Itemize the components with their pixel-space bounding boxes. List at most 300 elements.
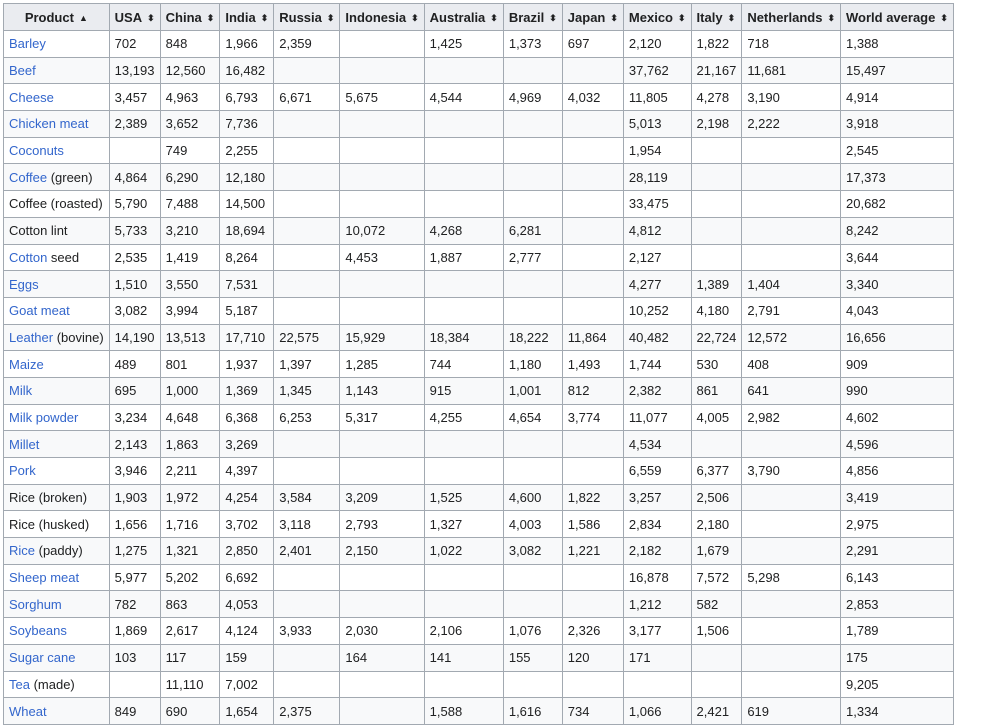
value-cell-netherlands <box>742 217 841 244</box>
value-cell-india: 7,531 <box>220 271 274 298</box>
value-cell-italy <box>691 644 742 671</box>
value-cell-italy: 2,198 <box>691 111 742 138</box>
value-cell-china: 2,617 <box>160 618 220 645</box>
value-cell-brazil <box>503 57 562 84</box>
value-cell-russia <box>274 297 340 324</box>
value-cell-russia <box>274 111 340 138</box>
column-header-indonesia[interactable] <box>340 4 424 31</box>
sort-both-icon[interactable]: ⬍ <box>326 12 335 23</box>
value-cell-china: 6,290 <box>160 164 220 191</box>
table-row <box>4 217 954 244</box>
value-cell-mexico: 2,127 <box>623 244 691 271</box>
product-link[interactable]: Chicken meat <box>9 116 89 132</box>
value-cell-italy <box>691 217 742 244</box>
sort-both-icon[interactable]: ⬍ <box>678 12 686 23</box>
sort-both-icon[interactable]: ⬍ <box>549 12 557 23</box>
value-cell-italy: 4,278 <box>691 84 742 111</box>
value-cell-australia: 4,544 <box>424 84 503 111</box>
value-cell-italy: 4,180 <box>691 297 742 324</box>
value-cell-netherlands: 2,982 <box>742 404 841 431</box>
table-row <box>4 137 954 164</box>
sort-both-icon[interactable]: ⬍ <box>940 12 948 23</box>
sort-both-icon[interactable]: ⬍ <box>147 12 155 23</box>
product-text: seed <box>47 249 80 265</box>
table-body <box>4 31 954 725</box>
water-footprint-table <box>3 3 954 725</box>
value-cell-russia: 1,397 <box>274 351 340 378</box>
value-cell-indonesia: 5,675 <box>340 84 424 111</box>
table-row <box>4 324 954 351</box>
value-cell-world-average: 4,856 <box>841 458 954 485</box>
table-row <box>4 644 954 671</box>
column-header-label: Brazil <box>508 9 545 25</box>
product-cell <box>4 84 110 111</box>
value-cell-usa: 103 <box>109 644 160 671</box>
value-cell-indonesia: 15,929 <box>340 324 424 351</box>
value-cell-italy: 2,421 <box>691 698 742 725</box>
value-cell-india: 6,692 <box>220 564 274 591</box>
column-header-label: Product <box>24 9 74 25</box>
value-cell-australia <box>424 137 503 164</box>
value-cell-italy: 1,389 <box>691 271 742 298</box>
value-cell-indonesia: 3,209 <box>340 484 424 511</box>
value-cell-indonesia <box>340 164 424 191</box>
sort-both-icon[interactable]: ⬍ <box>727 12 736 23</box>
value-cell-mexico: 1,212 <box>623 591 691 618</box>
value-cell-usa: 3,946 <box>109 458 160 485</box>
value-cell-brazil: 4,969 <box>503 84 562 111</box>
value-cell-brazil <box>503 164 562 191</box>
value-cell-india: 1,369 <box>220 377 274 404</box>
value-cell-china: 3,550 <box>160 271 220 298</box>
column-header-label: Indonesia <box>345 9 407 25</box>
value-cell-russia: 3,933 <box>274 618 340 645</box>
value-cell-indonesia <box>340 111 424 138</box>
product-cell <box>4 511 110 538</box>
product-cell <box>4 698 110 725</box>
value-cell-italy: 1,506 <box>691 618 742 645</box>
value-cell-russia <box>274 458 340 485</box>
value-cell-netherlands <box>742 137 841 164</box>
product-cell <box>4 271 110 298</box>
value-cell-mexico: 5,013 <box>623 111 691 138</box>
sort-both-icon[interactable]: ⬍ <box>206 12 215 23</box>
value-cell-italy: 530 <box>691 351 742 378</box>
value-cell-russia: 3,584 <box>274 484 340 511</box>
value-cell-world-average: 4,914 <box>841 84 954 111</box>
product-link[interactable]: Eggs <box>9 276 39 292</box>
value-cell-india: 12,180 <box>220 164 274 191</box>
value-cell-australia <box>424 297 503 324</box>
value-cell-usa: 13,193 <box>109 57 160 84</box>
value-cell-world-average: 8,242 <box>841 217 954 244</box>
column-header-italy[interactable] <box>691 4 742 31</box>
value-cell-indonesia: 5,317 <box>340 404 424 431</box>
product-cell <box>4 297 110 324</box>
value-cell-china: 690 <box>160 698 220 725</box>
value-cell-indonesia: 10,072 <box>340 217 424 244</box>
column-header-china[interactable] <box>160 4 220 31</box>
product-cell <box>4 111 110 138</box>
value-cell-japan: 2,326 <box>562 618 623 645</box>
value-cell-china: 1,863 <box>160 431 220 458</box>
value-cell-australia <box>424 591 503 618</box>
value-cell-mexico: 171 <box>623 644 691 671</box>
product-cell <box>4 591 110 618</box>
value-cell-netherlands: 1,404 <box>742 271 841 298</box>
value-cell-japan <box>562 671 623 698</box>
value-cell-netherlands <box>742 431 841 458</box>
value-cell-japan <box>562 458 623 485</box>
table-row <box>4 538 954 565</box>
value-cell-india: 14,500 <box>220 191 274 218</box>
value-cell-indonesia <box>340 564 424 591</box>
value-cell-mexico: 1,744 <box>623 351 691 378</box>
value-cell-mexico: 4,277 <box>623 271 691 298</box>
column-header-mexico[interactable] <box>623 4 691 31</box>
value-cell-india: 6,368 <box>220 404 274 431</box>
value-cell-australia: 915 <box>424 377 503 404</box>
table-row <box>4 564 954 591</box>
product-text: Rice (husked) <box>9 516 90 532</box>
table-row <box>4 84 954 111</box>
product-link[interactable]: Sorghum <box>9 596 62 612</box>
value-cell-mexico: 4,812 <box>623 217 691 244</box>
sort-both-icon[interactable]: ⬍ <box>610 12 618 23</box>
value-cell-world-average: 15,497 <box>841 57 954 84</box>
value-cell-brazil: 18,222 <box>503 324 562 351</box>
product-link[interactable]: Beef <box>9 63 36 79</box>
value-cell-indonesia: 2,030 <box>340 618 424 645</box>
product-link[interactable]: Milk powder <box>9 409 79 425</box>
value-cell-australia <box>424 271 503 298</box>
value-cell-brazil: 1,001 <box>503 377 562 404</box>
value-cell-russia: 2,401 <box>274 538 340 565</box>
product-link[interactable]: Wheat <box>9 703 47 719</box>
value-cell-china: 1,321 <box>160 538 220 565</box>
value-cell-india: 18,694 <box>220 217 274 244</box>
value-cell-india: 8,264 <box>220 244 274 271</box>
value-cell-brazil: 1,180 <box>503 351 562 378</box>
value-cell-netherlands: 619 <box>742 698 841 725</box>
value-cell-indonesia: 1,285 <box>340 351 424 378</box>
value-cell-usa <box>109 671 160 698</box>
value-cell-world-average: 2,975 <box>841 511 954 538</box>
product-link[interactable]: Sheep meat <box>9 570 80 586</box>
value-cell-usa: 2,143 <box>109 431 160 458</box>
value-cell-australia <box>424 458 503 485</box>
value-cell-italy: 582 <box>691 591 742 618</box>
value-cell-australia: 744 <box>424 351 503 378</box>
value-cell-japan: 812 <box>562 377 623 404</box>
value-cell-china: 2,211 <box>160 458 220 485</box>
product-cell <box>4 137 110 164</box>
value-cell-world-average: 3,419 <box>841 484 954 511</box>
value-cell-russia: 6,671 <box>274 84 340 111</box>
value-cell-russia <box>274 137 340 164</box>
sort-both-icon[interactable]: ⬍ <box>490 12 498 23</box>
value-cell-usa: 14,190 <box>109 324 160 351</box>
value-cell-japan <box>562 111 623 138</box>
value-cell-mexico: 3,177 <box>623 618 691 645</box>
table-row <box>4 57 954 84</box>
value-cell-india: 4,397 <box>220 458 274 485</box>
value-cell-usa: 2,389 <box>109 111 160 138</box>
value-cell-brazil <box>503 297 562 324</box>
value-cell-china: 3,652 <box>160 111 220 138</box>
value-cell-australia <box>424 671 503 698</box>
value-cell-japan <box>562 431 623 458</box>
value-cell-india: 159 <box>220 644 274 671</box>
column-header-netherlands[interactable] <box>742 4 841 31</box>
table-row <box>4 404 954 431</box>
value-cell-brazil <box>503 564 562 591</box>
product-cell <box>4 458 110 485</box>
sort-both-icon[interactable]: ⬍ <box>411 12 419 23</box>
value-cell-china: 3,210 <box>160 217 220 244</box>
table-row <box>4 458 954 485</box>
value-cell-india: 3,702 <box>220 511 274 538</box>
value-cell-japan <box>562 191 623 218</box>
value-cell-australia: 1,327 <box>424 511 503 538</box>
product-link[interactable]: Coffee <box>9 169 48 185</box>
value-cell-russia: 6,253 <box>274 404 340 431</box>
value-cell-japan <box>562 297 623 324</box>
column-header-label: China <box>165 9 202 25</box>
value-cell-russia <box>274 591 340 618</box>
product-link[interactable]: Rice <box>9 543 36 559</box>
value-cell-japan <box>562 271 623 298</box>
sort-ascending-icon[interactable]: ▲ <box>78 12 88 23</box>
value-cell-indonesia: 2,793 <box>340 511 424 538</box>
value-cell-russia <box>274 217 340 244</box>
value-cell-indonesia <box>340 671 424 698</box>
value-cell-indonesia <box>340 191 424 218</box>
value-cell-russia: 1,345 <box>274 377 340 404</box>
value-cell-world-average: 2,291 <box>841 538 954 565</box>
product-cell <box>4 351 110 378</box>
value-cell-italy: 4,005 <box>691 404 742 431</box>
product-text: (made) <box>29 676 75 692</box>
value-cell-world-average: 9,205 <box>841 671 954 698</box>
value-cell-indonesia <box>340 31 424 58</box>
value-cell-china: 848 <box>160 31 220 58</box>
product-link[interactable]: Pork <box>9 463 36 479</box>
product-text: Rice (broken) <box>9 490 88 506</box>
value-cell-mexico: 4,534 <box>623 431 691 458</box>
value-cell-indonesia: 1,143 <box>340 377 424 404</box>
value-cell-brazil: 155 <box>503 644 562 671</box>
table-row <box>4 271 954 298</box>
value-cell-china: 1,419 <box>160 244 220 271</box>
value-cell-italy: 6,377 <box>691 458 742 485</box>
value-cell-italy <box>691 431 742 458</box>
value-cell-india: 3,269 <box>220 431 274 458</box>
value-cell-italy <box>691 191 742 218</box>
product-link[interactable]: Leather <box>9 329 54 345</box>
value-cell-indonesia <box>340 458 424 485</box>
value-cell-usa: 489 <box>109 351 160 378</box>
value-cell-usa: 2,535 <box>109 244 160 271</box>
value-cell-india: 5,187 <box>220 297 274 324</box>
value-cell-world-average: 2,853 <box>841 591 954 618</box>
value-cell-brazil: 4,600 <box>503 484 562 511</box>
value-cell-china: 1,716 <box>160 511 220 538</box>
value-cell-netherlands <box>742 484 841 511</box>
value-cell-russia: 3,118 <box>274 511 340 538</box>
value-cell-australia: 4,268 <box>424 217 503 244</box>
value-cell-russia: 2,359 <box>274 31 340 58</box>
product-cell <box>4 404 110 431</box>
value-cell-usa: 1,903 <box>109 484 160 511</box>
table-row <box>4 191 954 218</box>
product-link[interactable]: Tea <box>9 676 30 692</box>
value-cell-australia <box>424 164 503 191</box>
value-cell-netherlands <box>742 538 841 565</box>
value-cell-mexico: 2,182 <box>623 538 691 565</box>
value-cell-india: 2,255 <box>220 137 274 164</box>
value-cell-world-average: 4,596 <box>841 431 954 458</box>
value-cell-usa: 1,869 <box>109 618 160 645</box>
value-cell-australia: 4,255 <box>424 404 503 431</box>
value-cell-world-average: 17,373 <box>841 164 954 191</box>
value-cell-india: 2,850 <box>220 538 274 565</box>
product-link[interactable]: Maize <box>9 356 44 372</box>
product-link[interactable]: Goat meat <box>9 303 70 319</box>
value-cell-china: 117 <box>160 644 220 671</box>
column-header-usa[interactable] <box>109 4 160 31</box>
value-cell-russia <box>274 644 340 671</box>
table-row <box>4 511 954 538</box>
value-cell-india: 16,482 <box>220 57 274 84</box>
sort-both-icon[interactable]: ⬍ <box>260 12 269 23</box>
product-link[interactable]: Soybeans <box>9 623 67 639</box>
value-cell-china: 1,972 <box>160 484 220 511</box>
value-cell-world-average: 20,682 <box>841 191 954 218</box>
column-header-label: Japan <box>567 9 606 25</box>
value-cell-netherlands: 11,681 <box>742 57 841 84</box>
value-cell-mexico: 3,257 <box>623 484 691 511</box>
value-cell-japan: 4,032 <box>562 84 623 111</box>
product-link[interactable]: Sugar cane <box>9 650 76 666</box>
value-cell-usa: 3,082 <box>109 297 160 324</box>
value-cell-japan <box>562 137 623 164</box>
value-cell-indonesia <box>340 271 424 298</box>
column-header-india[interactable] <box>220 4 274 31</box>
product-link[interactable]: Millet <box>9 436 40 452</box>
value-cell-australia <box>424 431 503 458</box>
value-cell-netherlands: 3,790 <box>742 458 841 485</box>
table-row <box>4 618 954 645</box>
product-text: (bovine) <box>53 329 104 345</box>
value-cell-usa: 702 <box>109 31 160 58</box>
value-cell-china: 13,513 <box>160 324 220 351</box>
value-cell-australia: 1,022 <box>424 538 503 565</box>
table-row <box>4 111 954 138</box>
value-cell-japan: 1,586 <box>562 511 623 538</box>
column-header-label: Russia <box>279 9 322 25</box>
value-cell-russia <box>274 164 340 191</box>
value-cell-indonesia: 2,150 <box>340 538 424 565</box>
value-cell-china: 4,963 <box>160 84 220 111</box>
value-cell-netherlands <box>742 164 841 191</box>
product-cell <box>4 564 110 591</box>
value-cell-australia <box>424 111 503 138</box>
value-cell-netherlands: 2,222 <box>742 111 841 138</box>
value-cell-japan: 734 <box>562 698 623 725</box>
value-cell-world-average: 4,043 <box>841 297 954 324</box>
table-row <box>4 484 954 511</box>
value-cell-world-average: 16,656 <box>841 324 954 351</box>
value-cell-indonesia <box>340 431 424 458</box>
value-cell-netherlands: 641 <box>742 377 841 404</box>
value-cell-brazil: 1,616 <box>503 698 562 725</box>
value-cell-japan: 3,774 <box>562 404 623 431</box>
value-cell-china: 11,110 <box>160 671 220 698</box>
product-link[interactable]: Barley <box>9 36 46 52</box>
value-cell-brazil <box>503 671 562 698</box>
value-cell-netherlands: 2,791 <box>742 297 841 324</box>
value-cell-mexico: 10,252 <box>623 297 691 324</box>
column-header-world-average[interactable] <box>841 4 954 31</box>
value-cell-brazil: 1,373 <box>503 31 562 58</box>
product-cell <box>4 164 110 191</box>
value-cell-japan: 1,221 <box>562 538 623 565</box>
value-cell-australia: 18,384 <box>424 324 503 351</box>
value-cell-brazil: 6,281 <box>503 217 562 244</box>
value-cell-italy: 22,724 <box>691 324 742 351</box>
column-header-product[interactable] <box>4 4 110 31</box>
table-row <box>4 698 954 725</box>
product-link[interactable]: Coconuts <box>9 143 64 159</box>
value-cell-world-average: 3,340 <box>841 271 954 298</box>
product-cell <box>4 431 110 458</box>
value-cell-italy: 861 <box>691 377 742 404</box>
value-cell-china: 863 <box>160 591 220 618</box>
table-row <box>4 377 954 404</box>
column-header-label: Australia <box>429 9 486 25</box>
column-header-japan[interactable] <box>562 4 623 31</box>
value-cell-netherlands <box>742 591 841 618</box>
value-cell-japan: 1,822 <box>562 484 623 511</box>
value-cell-russia <box>274 671 340 698</box>
value-cell-indonesia: 4,453 <box>340 244 424 271</box>
product-link[interactable]: Cheese <box>9 89 54 105</box>
value-cell-italy: 1,822 <box>691 31 742 58</box>
value-cell-world-average: 4,602 <box>841 404 954 431</box>
column-header-australia[interactable] <box>424 4 503 31</box>
value-cell-world-average: 1,334 <box>841 698 954 725</box>
product-cell <box>4 377 110 404</box>
product-link[interactable]: Milk <box>9 383 33 399</box>
table-row <box>4 671 954 698</box>
table-row <box>4 164 954 191</box>
value-cell-brazil <box>503 191 562 218</box>
value-cell-indonesia <box>340 591 424 618</box>
value-cell-mexico: 2,834 <box>623 511 691 538</box>
value-cell-japan: 1,493 <box>562 351 623 378</box>
column-header-russia[interactable] <box>274 4 340 31</box>
product-cell <box>4 538 110 565</box>
value-cell-netherlands <box>742 644 841 671</box>
column-header-brazil[interactable] <box>503 4 562 31</box>
value-cell-netherlands: 12,572 <box>742 324 841 351</box>
product-link[interactable]: Cotton <box>9 249 48 265</box>
sort-both-icon[interactable]: ⬍ <box>827 12 835 23</box>
value-cell-australia: 1,425 <box>424 31 503 58</box>
value-cell-brazil: 3,082 <box>503 538 562 565</box>
value-cell-australia: 1,887 <box>424 244 503 271</box>
